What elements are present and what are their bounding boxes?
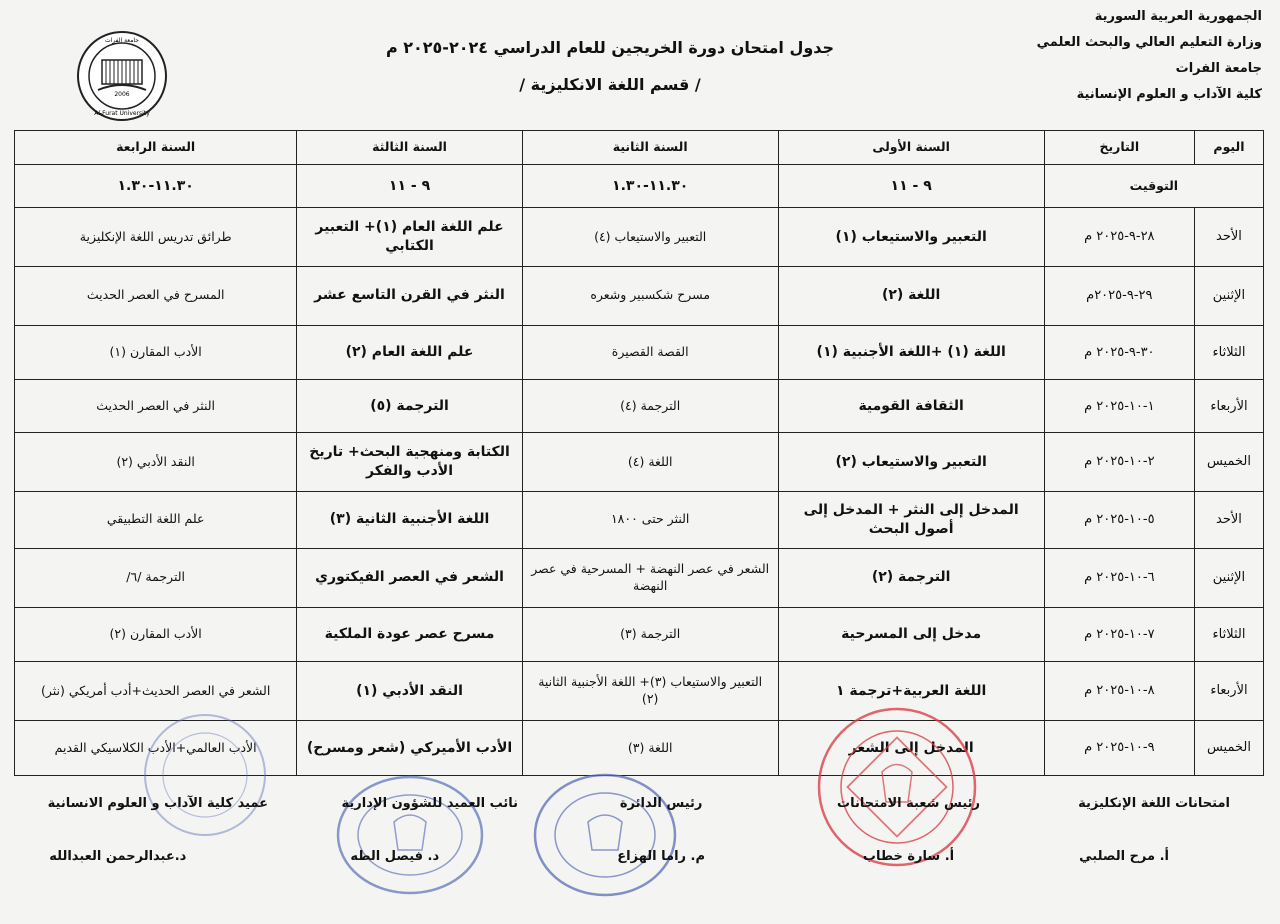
schedule-row	[15, 662, 1264, 721]
year1-exam: مدخل إلى المسرحية	[778, 607, 1044, 662]
department-subtitle: / قسم اللغة الانكليزية /	[519, 75, 701, 94]
schedule-day: الإثنين	[1194, 548, 1263, 607]
schedule-day: الأحد	[1194, 491, 1263, 548]
year2-exam: التعبير والاستيعاب (٣)+ اللغة الأجنبية الثانية (٢)	[522, 662, 778, 721]
year1-exam: الترجمة (٢)	[778, 548, 1044, 607]
schedule-day: الثلاثاء	[1194, 325, 1263, 380]
signature-block	[342, 796, 518, 864]
schedule-row	[15, 491, 1264, 548]
year1-exam: المدخل إلى النثر + المدخل إلى أصول البحث	[778, 491, 1044, 548]
year3-exam: مسرح عصر عودة الملكية	[297, 607, 522, 662]
schedule-date: ٩-١٠-٢٠٢٥ م	[1044, 721, 1194, 776]
schedule-date: ٦-١٠-٢٠٢٥ م	[1044, 548, 1194, 607]
year3-exam: اللغة الأجنبية الثانية (٣)	[297, 491, 522, 548]
year3-exam: النقد الأدبي (١)	[297, 662, 522, 721]
signature-role: نائب العميد للشؤون الإدارية	[341, 796, 518, 811]
year3-exam: الترجمة (٥)	[297, 380, 522, 433]
signature-name: م. راما الهزاع	[617, 849, 705, 864]
signature-role: امتحانات اللغة الإنكليزية	[1078, 796, 1230, 811]
exam-schedule-table	[14, 130, 1264, 776]
year4-exam: المسرح في العصر الحديث	[15, 266, 297, 325]
schedule-day: الأربعاء	[1194, 662, 1263, 721]
year3-exam: علم اللغة العام (٢)	[297, 325, 522, 380]
schedule-row	[15, 266, 1264, 325]
document-title: جدول امتحان دورة الخريجين للعام الدراسي ٢٠٢٤-٢٠٢٥ م	[385, 38, 835, 57]
signature-block	[617, 796, 705, 864]
header-year1: السنة الأولى	[778, 131, 1044, 165]
schedule-day: الخميس	[1194, 433, 1263, 492]
year2-exam: الشعر في عصر النهضة + المسرحية في عصر النهضة	[522, 548, 778, 607]
year4-exam: النثر في العصر الحديث	[15, 380, 297, 433]
year1-exam: اللغة (٢)	[778, 266, 1044, 325]
year2-exam: التعبير والاستيعاب (٤)	[522, 208, 778, 267]
year4-exam: النقد الأدبي (٢)	[15, 433, 297, 492]
schedule-day: الإثنين	[1194, 266, 1263, 325]
year4-exam: علم اللغة التطبيقي	[15, 491, 297, 548]
year1-exam: المدخل إلى الشعر	[778, 721, 1044, 776]
schedule-row	[15, 721, 1264, 776]
signature-block	[837, 796, 980, 864]
country-name: الجمهورية العربية السورية	[1094, 9, 1262, 24]
signature-name: د.عبدالرحمن العبدالله	[49, 849, 187, 864]
year4-exam: الشعر في العصر الحديث+أدب أمريكي (نثر)	[15, 662, 297, 721]
year3-exam: الكتابة ومنهجية البحث+ تاريخ الأدب والفكر	[297, 433, 522, 492]
table-header-row	[15, 131, 1264, 165]
document-title-block	[300, 38, 920, 112]
schedule-row	[15, 548, 1264, 607]
header-year4: السنة الرابعة	[15, 131, 297, 165]
timing-year1: ٩ - ١١	[778, 165, 1044, 208]
year1-exam: التعبير والاستيعاب (١)	[778, 208, 1044, 267]
university-logo-icon	[76, 30, 168, 122]
schedule-day: الثلاثاء	[1194, 607, 1263, 662]
header-year3: السنة الثالثة	[297, 131, 522, 165]
signature-block	[48, 796, 268, 864]
timing-year3: ٩ - ١١	[297, 165, 522, 208]
year2-exam: مسرح شكسبير وشعره	[522, 266, 778, 325]
logo-arabic-name: جامعة الفرات	[105, 37, 139, 44]
year2-exam: الترجمة (٣)	[522, 607, 778, 662]
signature-role: عميد كلية الآداب و العلوم الانسانية	[47, 796, 268, 811]
signature-name: د. فيصل الطه	[350, 849, 440, 864]
timing-label: التوقيت	[1044, 165, 1263, 208]
signature-name: أ. مرح الصلبي	[1079, 849, 1169, 864]
year2-exam: اللغة (٣)	[522, 721, 778, 776]
year4-exam: الأدب المقارن (١)	[15, 325, 297, 380]
year2-exam: اللغة (٤)	[522, 433, 778, 492]
year3-exam: النثر في القرن التاسع عشر	[297, 266, 522, 325]
timing-year2: ١١.٣٠-١.٣٠	[522, 165, 778, 208]
year1-exam: الثقافة القومية	[778, 380, 1044, 433]
schedule-date: ٢٨-٩-٢٠٢٥ م	[1044, 208, 1194, 267]
year4-exam: الأدب العالمي+الأدب الكلاسيكي القديم	[15, 721, 297, 776]
schedule-row	[15, 208, 1264, 267]
year1-exam: التعبير والاستيعاب (٢)	[778, 433, 1044, 492]
schedule-date: ٨-١٠-٢٠٢٥ م	[1044, 662, 1194, 721]
schedule-date: ٣٠-٩-٢٠٢٥ م	[1044, 325, 1194, 380]
faculty-name: كلية الآداب و العلوم الإنسانية	[1076, 87, 1262, 102]
year2-exam: القصة القصيرة	[522, 325, 778, 380]
signature-role: رئيس الدائرة	[619, 796, 703, 811]
header-year2: السنة الثانية	[522, 131, 778, 165]
schedule-day: الأربعاء	[1194, 380, 1263, 433]
schedule-day: الخميس	[1194, 721, 1263, 776]
signatures-section	[0, 790, 1280, 910]
institution-header	[1002, 10, 1262, 114]
year1-exam: اللغة (١) +اللغة الأجنبية (١)	[778, 325, 1044, 380]
header-date: التاريخ	[1044, 131, 1194, 165]
signature-role: رئيس شعبة الامتحانات	[837, 796, 980, 811]
schedule-row	[15, 433, 1264, 492]
schedule-row	[15, 607, 1264, 662]
year2-exam: النثر حتى ١٨٠٠	[522, 491, 778, 548]
schedule-date: ٢-١٠-٢٠٢٥ م	[1044, 433, 1194, 492]
logo-english-name: Al-Furat University	[94, 110, 150, 117]
year1-exam: اللغة العربية+ترجمة ١	[778, 662, 1044, 721]
schedule-date: ١-١٠-٢٠٢٥ م	[1044, 380, 1194, 433]
header-day: اليوم	[1194, 131, 1263, 165]
university-name: جامعة الفرات	[1175, 61, 1262, 76]
signature-name: أ. سارة خطاب	[862, 849, 955, 864]
year4-exam: طرائق تدريس اللغة الإنكليزية	[15, 208, 297, 267]
year3-exam: علم اللغة العام (١)+ التعبير الكتابي	[297, 208, 522, 267]
schedule-row	[15, 380, 1264, 433]
schedule-day: الأحد	[1194, 208, 1263, 267]
year2-exam: الترجمة (٤)	[522, 380, 778, 433]
ministry-name: وزارة التعليم العالي والبحث العلمي	[1036, 35, 1262, 50]
schedule-date: ٢٩-٩-٢٠٢٥م	[1044, 266, 1194, 325]
timing-row	[15, 165, 1264, 208]
schedule-date: ٥-١٠-٢٠٢٥ م	[1044, 491, 1194, 548]
logo-year: 2006	[114, 91, 130, 98]
schedule-row	[15, 325, 1264, 380]
year4-exam: الترجمة /٦/	[15, 548, 297, 607]
signature-block	[1078, 796, 1230, 864]
year3-exam: الشعر في العصر الفيكتوري	[297, 548, 522, 607]
year4-exam: الأدب المقارن (٢)	[15, 607, 297, 662]
timing-year4: ١١.٣٠-١.٣٠	[15, 165, 297, 208]
schedule-date: ٧-١٠-٢٠٢٥ م	[1044, 607, 1194, 662]
year3-exam: الأدب الأميركي (شعر ومسرح)	[297, 721, 522, 776]
